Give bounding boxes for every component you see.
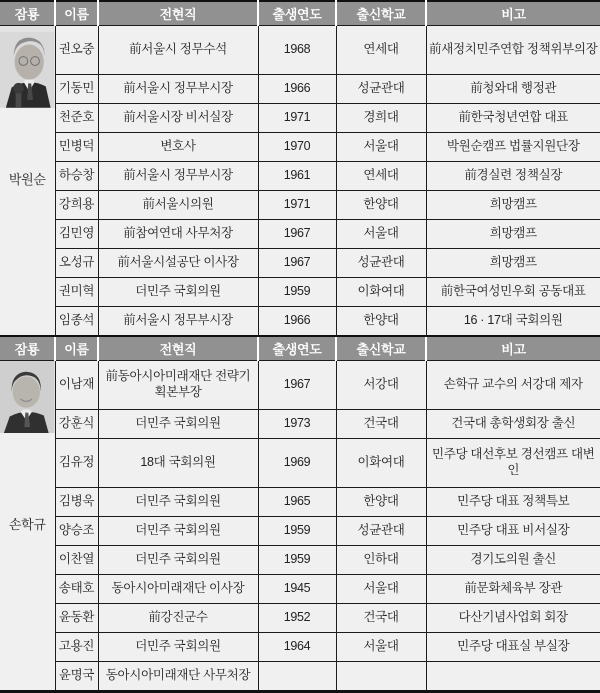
cell-school: 연세대 (336, 26, 426, 75)
table-row (0, 633, 600, 662)
cell-note: 건국대 총학생회장 출신 (426, 410, 600, 439)
leader-name: 손학규 (8, 517, 46, 533)
table-row (0, 439, 600, 488)
cell-birth: 1967 (258, 361, 336, 410)
cell-birth: 1966 (258, 307, 336, 337)
cell-note: 前한국청년연합 대표 (426, 104, 600, 133)
column-header-position: 전현직 (98, 336, 258, 361)
cell-name: 고용진 (55, 633, 98, 662)
cell-name: 윤동환 (55, 604, 98, 633)
column-header-name: 이름 (55, 1, 98, 26)
cell-note: 희망캠프 (426, 249, 600, 278)
table-row (0, 191, 600, 220)
cell-position: 前서울시장 비서실장 (98, 104, 258, 133)
cell-position: 前강진군수 (98, 604, 258, 633)
cell-name: 강훈식 (55, 410, 98, 439)
column-header-note: 비고 (426, 1, 600, 26)
cell-note: 손학규 교수의 서강대 제자 (426, 361, 600, 410)
cell-note: 前경실련 정책실장 (426, 162, 600, 191)
cell-name: 김유정 (55, 439, 98, 488)
park-won-soon-photo (0, 26, 55, 108)
cell-name: 권오중 (55, 26, 98, 75)
cell-birth: 1967 (258, 220, 336, 249)
table-row (0, 662, 600, 692)
cell-name: 임종석 (55, 307, 98, 337)
cell-position: 더민주 국회의원 (98, 633, 258, 662)
table-row (0, 162, 600, 191)
cell-birth: 1968 (258, 26, 336, 75)
cell-birth: 1967 (258, 249, 336, 278)
cell-school (336, 662, 426, 692)
cell-note: 前한국여성민우회 공동대표 (426, 278, 600, 307)
cell-note: 민주당 대표 정책특보 (426, 488, 600, 517)
cell-birth: 1964 (258, 633, 336, 662)
cell-note: 희망캠프 (426, 191, 600, 220)
cell-position: 더민주 국회의원 (98, 278, 258, 307)
cell-school: 한양대 (336, 191, 426, 220)
cell-school: 연세대 (336, 162, 426, 191)
column-header-leader: 잠룡 (0, 336, 55, 361)
cell-birth: 1970 (258, 133, 336, 162)
cell-school: 성균관대 (336, 75, 426, 104)
cell-birth (258, 662, 336, 692)
cell-name: 오성규 (55, 249, 98, 278)
table-row (0, 278, 600, 307)
column-header-name: 이름 (55, 336, 98, 361)
cell-birth: 1959 (258, 517, 336, 546)
column-header-position: 전현직 (98, 1, 258, 26)
leader-cell (0, 26, 55, 337)
column-header-note: 비고 (426, 336, 600, 361)
table-row (0, 133, 600, 162)
leader-name: 박원순 (8, 172, 46, 188)
cell-position: 변호사 (98, 133, 258, 162)
column-header-school: 출신학교 (336, 1, 426, 26)
cell-name: 천준호 (55, 104, 98, 133)
cell-position: 동아시아미래재단 이사장 (98, 575, 258, 604)
cell-name: 이남재 (55, 361, 98, 410)
cell-note: 前새정치민주연합 정책위부의장 (426, 26, 600, 75)
table-row (0, 517, 600, 546)
table-row (0, 26, 600, 75)
table-row (0, 220, 600, 249)
cell-school: 한양대 (336, 307, 426, 337)
leader-cell (0, 361, 55, 692)
cell-school: 건국대 (336, 410, 426, 439)
cell-birth: 1973 (258, 410, 336, 439)
table-row (0, 104, 600, 133)
cell-name: 하승창 (55, 162, 98, 191)
cell-name: 송태호 (55, 575, 98, 604)
cell-note: 다산기념사업회 회장 (426, 604, 600, 633)
cell-birth: 1971 (258, 191, 336, 220)
cell-birth: 1961 (258, 162, 336, 191)
cell-school: 성균관대 (336, 517, 426, 546)
cell-birth: 1965 (258, 488, 336, 517)
table-row (0, 410, 600, 439)
cell-school: 이화여대 (336, 439, 426, 488)
cell-name: 김병욱 (55, 488, 98, 517)
table-row (0, 307, 600, 337)
cell-note: 민주당 대표실 부실장 (426, 633, 600, 662)
cell-position: 前서울시 정무부시장 (98, 75, 258, 104)
table-row (0, 575, 600, 604)
cell-birth: 1952 (258, 604, 336, 633)
cell-position: 前서울시 정무수석 (98, 26, 258, 75)
column-header-birth-year: 출생연도 (258, 1, 336, 26)
sohn-hak-kyu-photo (0, 361, 55, 433)
cell-position: 더민주 국회의원 (98, 488, 258, 517)
cell-name: 김민영 (55, 220, 98, 249)
cell-note: 민주당 대표 비서실장 (426, 517, 600, 546)
cell-note: 희망캠프 (426, 220, 600, 249)
cell-position: 동아시아미래재단 사무처장 (98, 662, 258, 692)
cell-birth: 1945 (258, 575, 336, 604)
cell-position: 前서울시 정무부시장 (98, 162, 258, 191)
cell-school: 한양대 (336, 488, 426, 517)
cell-school: 서울대 (336, 133, 426, 162)
cell-school: 서울대 (336, 575, 426, 604)
cell-name: 이찬열 (55, 546, 98, 575)
cell-position: 前동아시아미래재단 전략기획본부장 (98, 361, 258, 410)
table-row (0, 488, 600, 517)
cell-name: 권미혁 (55, 278, 98, 307)
cell-position: 前서울시 정무부시장 (98, 307, 258, 337)
cell-name: 윤명국 (55, 662, 98, 692)
cell-school: 서강대 (336, 361, 426, 410)
cell-position: 더민주 국회의원 (98, 410, 258, 439)
cell-name: 민병덕 (55, 133, 98, 162)
cell-position: 前서울시설공단 이사장 (98, 249, 258, 278)
cell-name: 강희용 (55, 191, 98, 220)
cell-note (426, 662, 600, 692)
cell-birth: 1966 (258, 75, 336, 104)
table-header-row (0, 336, 600, 361)
table-row (0, 361, 600, 410)
cell-position: 前서울시의원 (98, 191, 258, 220)
cell-school: 인하대 (336, 546, 426, 575)
cell-school: 건국대 (336, 604, 426, 633)
table-header-row (0, 1, 600, 26)
table-row (0, 546, 600, 575)
cell-school: 이화여대 (336, 278, 426, 307)
cell-school: 경희대 (336, 104, 426, 133)
cell-position: 더민주 국회의원 (98, 546, 258, 575)
cell-note: 민주당 대선후보 경선캠프 대변인 (426, 439, 600, 488)
cell-school: 서울대 (336, 220, 426, 249)
cell-note: 前청와대 행정관 (426, 75, 600, 104)
cell-birth: 1969 (258, 439, 336, 488)
cell-name: 기동민 (55, 75, 98, 104)
column-header-birth-year: 출생연도 (258, 336, 336, 361)
table-row (0, 604, 600, 633)
cell-position: 前참여연대 사무처장 (98, 220, 258, 249)
cell-school: 성균관대 (336, 249, 426, 278)
column-header-school: 출신학교 (336, 336, 426, 361)
cell-note: 경기도의원 출신 (426, 546, 600, 575)
cell-birth: 1959 (258, 546, 336, 575)
cell-position: 더민주 국회의원 (98, 517, 258, 546)
section-park-won-soon (0, 1, 600, 336)
cell-note: 前문화체육부 장관 (426, 575, 600, 604)
cell-position: 18대 국회의원 (98, 439, 258, 488)
table-row (0, 75, 600, 104)
cell-name: 양승조 (55, 517, 98, 546)
cell-school: 서울대 (336, 633, 426, 662)
column-header-leader: 잠룡 (0, 1, 55, 26)
cell-note: 박원순캠프 법률지원단장 (426, 133, 600, 162)
section-sohn-hak-kyu (0, 336, 600, 692)
cell-birth: 1971 (258, 104, 336, 133)
table-row (0, 249, 600, 278)
cell-birth: 1959 (258, 278, 336, 307)
cell-note: 16 · 17대 국회의원 (426, 307, 600, 337)
